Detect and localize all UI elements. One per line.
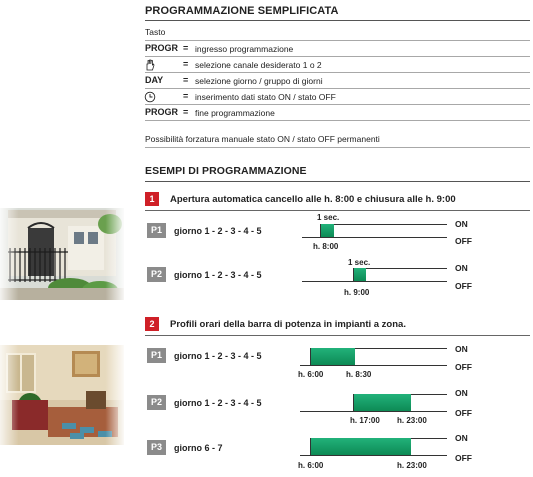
off-label: OFF	[455, 408, 472, 418]
divider	[145, 181, 530, 182]
row-desc: inserimento dati stato ON / stato OFF	[195, 92, 336, 102]
on-label: ON	[455, 263, 468, 273]
off-label: OFF	[455, 362, 472, 372]
on-label: ON	[455, 433, 468, 443]
off-label: OFF	[455, 453, 472, 463]
tick	[353, 268, 354, 281]
time-label: h. 9:00	[344, 288, 370, 297]
tick	[320, 224, 321, 237]
row-desc: selezione giorno / gruppo di giorni	[195, 76, 323, 86]
on-bar	[310, 348, 355, 365]
on-label: ON	[455, 344, 468, 354]
program-badge: P2	[147, 267, 166, 282]
days-label: giorno 1 - 2 - 3 - 4 - 5	[174, 398, 262, 408]
on-label: ON	[455, 388, 468, 398]
start-time-label: h. 17:00	[350, 416, 380, 425]
equals-sign: =	[183, 43, 189, 53]
off-label: OFF	[455, 281, 472, 291]
off-line	[300, 455, 447, 456]
divider	[145, 56, 530, 57]
start-time-label: h. 6:00	[298, 461, 324, 470]
program-badge: P1	[147, 223, 166, 238]
key-progr: PROGR	[145, 107, 179, 117]
divider	[145, 88, 530, 89]
on-line	[334, 224, 447, 225]
manual-override-note: Possibilità forzatura manuale stato ON / stato OFF permanenti	[145, 134, 380, 144]
row-desc: selezione canale desiderato 1 o 2	[195, 60, 322, 70]
example-number-badge: 2	[145, 317, 159, 331]
off-label: OFF	[455, 236, 472, 246]
pulse-duration-label: 1 sec.	[317, 213, 340, 222]
on-bar	[353, 268, 366, 281]
tasto-label: Tasto	[145, 27, 166, 37]
section-title-esempi: ESEMPI DI PROGRAMMAZIONE	[145, 165, 307, 177]
pulse-duration-label: 1 sec.	[348, 258, 371, 267]
program-badge: P2	[147, 395, 166, 410]
key-progr: PROGR	[145, 43, 179, 53]
divider	[145, 20, 530, 21]
program-badge: P3	[147, 440, 166, 455]
days-label: giorno 1 - 2 - 3 - 4 - 5	[174, 351, 262, 361]
program-badge: P1	[147, 348, 166, 363]
equals-sign: =	[183, 59, 189, 69]
divider	[145, 335, 530, 336]
days-label: giorno 1 - 2 - 3 - 4 - 5	[174, 270, 262, 280]
tick	[353, 394, 354, 411]
on-label: ON	[455, 219, 468, 229]
divider	[145, 147, 530, 148]
off-line	[302, 281, 447, 282]
on-line	[411, 438, 447, 439]
end-time-label: h. 8:30	[346, 370, 372, 379]
tick	[310, 438, 311, 455]
end-time-label: h. 23:00	[397, 461, 427, 470]
days-label: giorno 6 - 7	[174, 443, 223, 453]
start-time-label: h. 6:00	[298, 370, 324, 379]
divider	[145, 72, 530, 73]
days-label: giorno 1 - 2 - 3 - 4 - 5	[174, 226, 262, 236]
equals-sign: =	[183, 75, 189, 85]
divider	[145, 104, 530, 105]
on-bar	[320, 224, 334, 237]
tick	[310, 348, 311, 365]
on-bar	[353, 394, 411, 411]
row-desc: fine programmazione	[195, 108, 275, 118]
divider	[145, 40, 530, 41]
hand-icon	[145, 58, 155, 70]
off-line	[302, 237, 447, 238]
equals-sign: =	[183, 91, 189, 101]
key-day: DAY	[145, 75, 164, 85]
interior-room-photo	[0, 345, 124, 445]
gate-house-photo	[0, 208, 124, 300]
time-label: h. 8:00	[313, 242, 339, 251]
example-heading: Profili orari della barra di potenza in impianti a zona.	[170, 319, 406, 330]
row-desc: ingresso programmazione	[195, 44, 294, 54]
on-line	[411, 394, 447, 395]
on-line	[355, 348, 447, 349]
example-number-badge: 1	[145, 192, 159, 206]
on-bar	[310, 438, 411, 455]
section-title-programmazione: PROGRAMMAZIONE SEMPLIFICATA	[145, 5, 339, 17]
divider	[145, 210, 530, 211]
on-line	[366, 268, 447, 269]
clock-icon	[144, 90, 156, 102]
equals-sign: =	[183, 107, 189, 117]
end-time-label: h. 23:00	[397, 416, 427, 425]
off-line	[300, 411, 447, 412]
off-line	[300, 365, 447, 366]
divider	[145, 120, 530, 121]
example-heading: Apertura automatica cancello alle h. 8:00 e chiusura alle h. 9:00	[170, 194, 456, 205]
